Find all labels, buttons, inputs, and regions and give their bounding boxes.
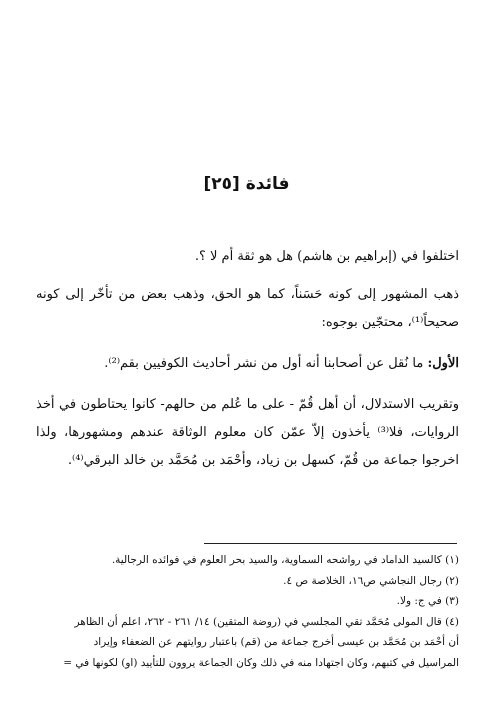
paragraph-opinions: ذهب المشهور إلى كونه حَسَناً، كما هو الحق، وذهب بعض من تأخّر إلى كونه صحيحاً⁽¹⁾، محتجّين بوجوه: <box>36 287 459 330</box>
main-text <box>36 243 459 475</box>
first-argument-text: ما نُقل عن أصحابنا أنه أول من نشر أحاديث الكوفيين بقم⁽²⁾. <box>104 356 428 371</box>
section-heading: فائدة [٢٥] <box>203 174 290 194</box>
footnote-1: (١) كالسيد الداماد في رواشحه السماوية، والسيد بحر العلوم في فوائده الرجالية. <box>111 554 459 566</box>
footnote-divider <box>204 543 457 544</box>
paragraph-first-argument <box>36 350 459 378</box>
footnote-3: (٣) في ج: ولا. <box>396 595 459 607</box>
footnotes <box>36 550 459 673</box>
paragraph-question: اختلفوا في (إبراهيم بن هاشم) هل هو ثقة أم لا ؟. <box>194 249 459 264</box>
footnote-4-continued-2: المراسيل في كتبهم، وكان اجتهادا منه في ذلك وكان الجماعة يروون للتأييد (او) لكونها في = <box>63 656 459 669</box>
footnote-4-continued: أن أحْمَد بن مُحَمَّد بن عيسى أخرج جماعة من (قم) باعتبار روايتهم عن الضعفاء وإيراد <box>93 636 459 648</box>
first-argument-label: الأول: <box>427 356 459 371</box>
footnote-4: (٤) قال المولى مُحَمَّد تقي المجلسي في (روضة المتقين) ١٤/ ٢٦١ - ٢٦٢، اعلم أن الظاهر <box>74 615 459 628</box>
paragraph-reasoning: وتقريب الاستدلال، أن أهل قُمّ - على ما عُلم من حالهم- كانوا يحتاطون في أخذ الروايات، فلا⁽³⁾ يأخذون إلاّ عمّن كان معلوم الوثاقة عندهم ومشهورها، ولذا اخرجوا جماعة من قُمّ، كسهل بن زياد، وأحْمَد بن مُحَمَّد بن خالد البرقي⁽⁴⁾. <box>36 397 459 468</box>
footnote-2: (٢) رجال النجاشي ص١٦، الخلاصة ص ٤. <box>283 574 459 587</box>
